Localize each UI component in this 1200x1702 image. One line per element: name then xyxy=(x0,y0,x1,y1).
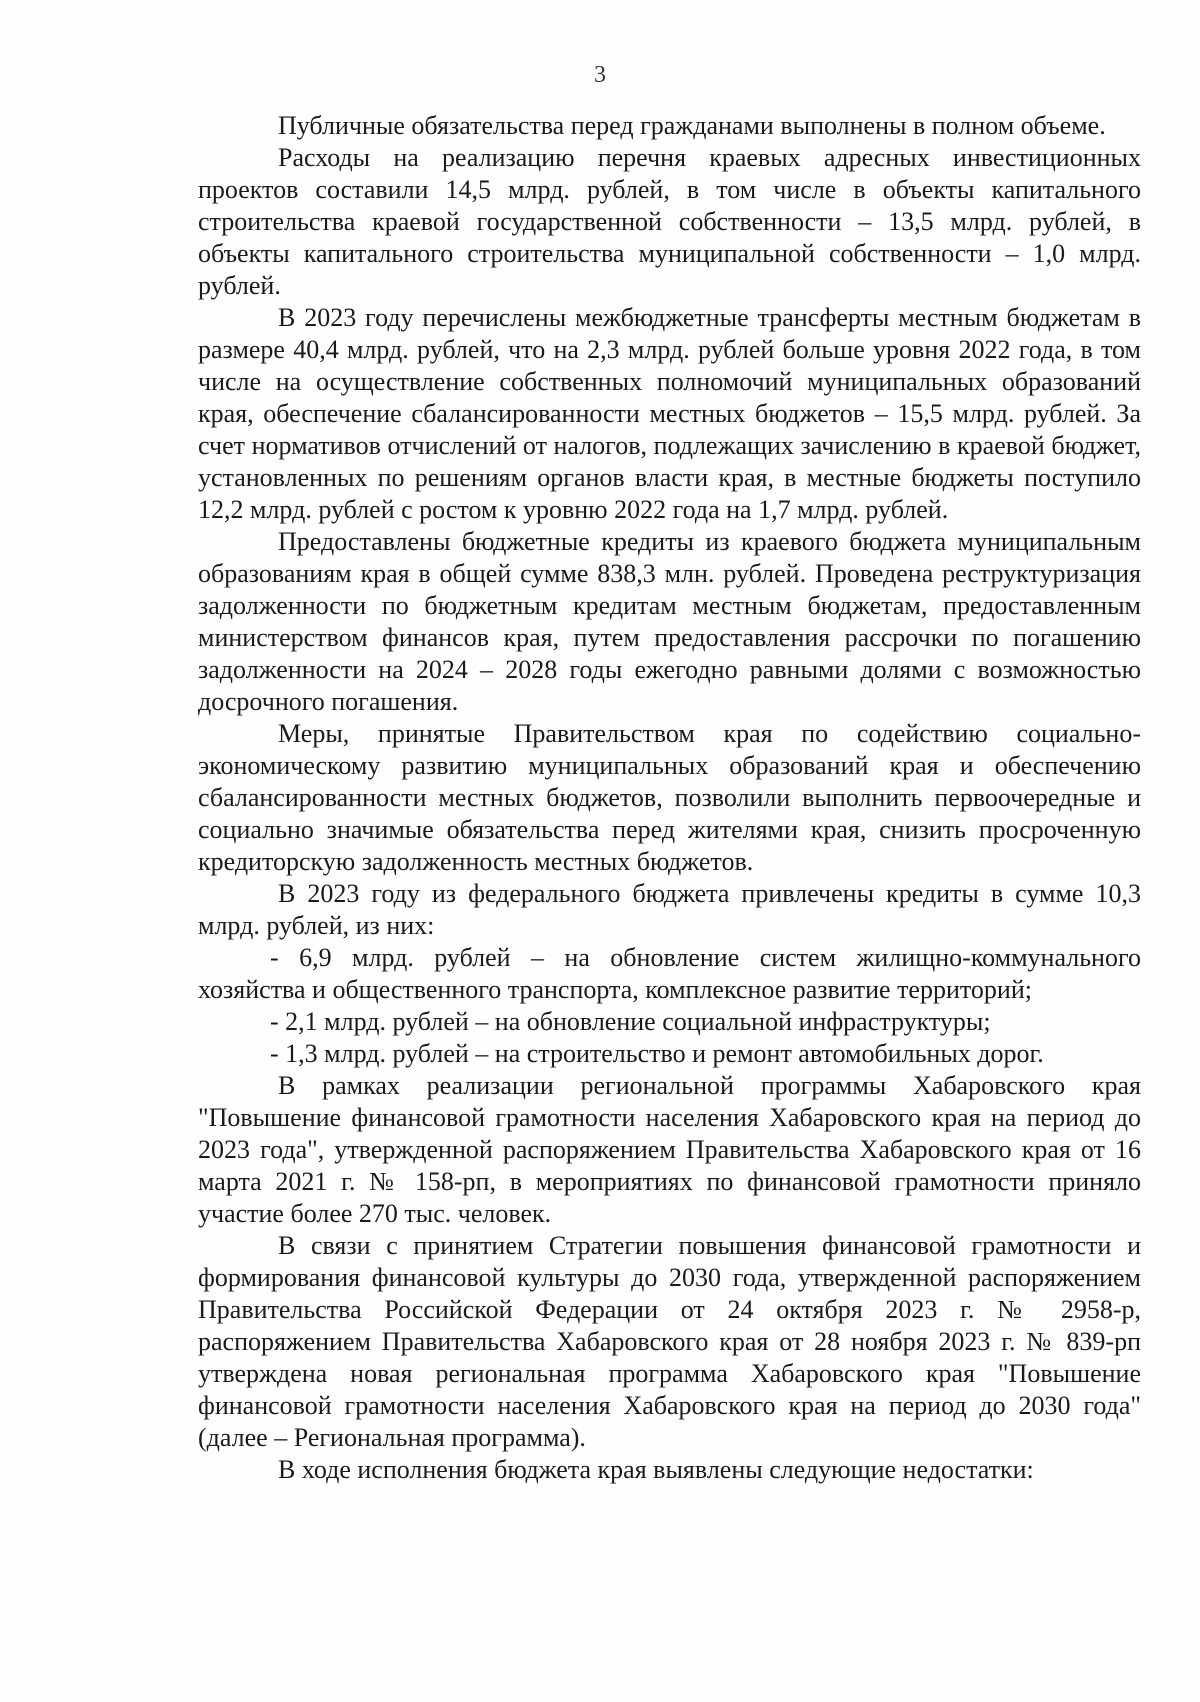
page-number: 3 xyxy=(594,62,606,88)
paragraph-financial-literacy-program: В рамках реализации региональной программы Хабаровского края "Повышение финансовой грамотности населения Хабаровского края на период до 2023 года", утвержденной распоряжением Правительства Хабаровского края от 16 марта 2021 г. № 158-рп, в мероприятиях по финансовой грамотности приняло участие более 270 тыс. человек. xyxy=(198,1071,1141,1228)
list-item-social-infrastructure: - 2,1 млрд. рублей – на обновление социальной инфраструктуры; xyxy=(270,1007,991,1036)
list-item-roads: - 1,3 млрд. рублей – на строительство и ремонт автомобильных дорог. xyxy=(270,1039,1044,1068)
paragraph-shortcomings: В ходе исполнения бюджета края выявлены следующие недостатки: xyxy=(278,1455,1034,1484)
paragraph-federal-credits: В 2023 году из федерального бюджета привлечены кредиты в сумме 10,3 млрд. рублей, из них: xyxy=(198,879,1141,940)
paragraph-budget-credits: Предоставлены бюджетные кредиты из краевого бюджета муниципальным образованиям края в общей сумме 838,3 млн. рублей. Проведена реструктуризация задолженности по бюджетным кредитам местным бюджетам, предоставленным министерством финансов края, путем предоставления рассрочки по погашению задолженности на 2024 – 2028 годы ежегодно равными долями с возможностью досрочного погашения. xyxy=(198,527,1141,716)
paragraph-investment-expenses: Расходы на реализацию перечня краевых адресных инвестиционных проектов составили 14,5 млрд. рублей, в том числе в объекты капитального строительства краевой государственной собственности – 13,5 млрд. рублей, в объекты капитального строительства муниципальной собственности – 1,0 млрд. рублей. xyxy=(198,143,1141,300)
paragraph-government-measures: Меры, принятые Правительством края по содействию социально-экономическому развитию муниципальных образований края и обеспечению сбалансированности местных бюджетов, позволили выполнить первоочередные и социально значимые обязательства перед жителями края, снизить просроченную кредиторскую задолженность местных бюджетов. xyxy=(198,719,1141,876)
paragraph-new-regional-program: В связи с принятием Стратегии повышения финансовой грамотности и формирования финансовой культуры до 2030 года, утвержденной распоряжением Правительства Российской Федерации от 24 октября 2023 г. № 2958-р, распоряжением Правительства Хабаровского края от 28 ноября 2023 г. № 839-рп утверждена новая региональная программа Хабаровского края "Повышение финансовой грамотности населения Хабаровского края на период до 2030 года" (далее – Региональная программа). xyxy=(198,1231,1141,1452)
document-body xyxy=(198,110,1141,1486)
paragraph-public-obligations: Публичные обязательства перед гражданами выполнены в полном объеме. xyxy=(278,111,1106,140)
list-item-housing: - 6,9 млрд. рублей – на обновление систем жилищно-коммунального хозяйства и общественного транспорта, комплексное развитие территорий; xyxy=(198,943,1141,1004)
paragraph-interbudget-transfers: В 2023 году перечислены межбюджетные трансферты местным бюджетам в размере 40,4 млрд. рублей, что на 2,3 млрд. рублей больше уровня 2022 года, в том числе на осуществление собственных полномочий муниципальных образований края, обеспечение сбалансированности местных бюджетов – 15,5 млрд. рублей. За счет нормативов отчислений от налогов, подлежащих зачислению в краевой бюджет, установленных по решениям органов власти края, в местные бюджеты поступило 12,2 млрд. рублей с ростом к уровню 2022 года на 1,7 млрд. рублей. xyxy=(198,303,1141,524)
